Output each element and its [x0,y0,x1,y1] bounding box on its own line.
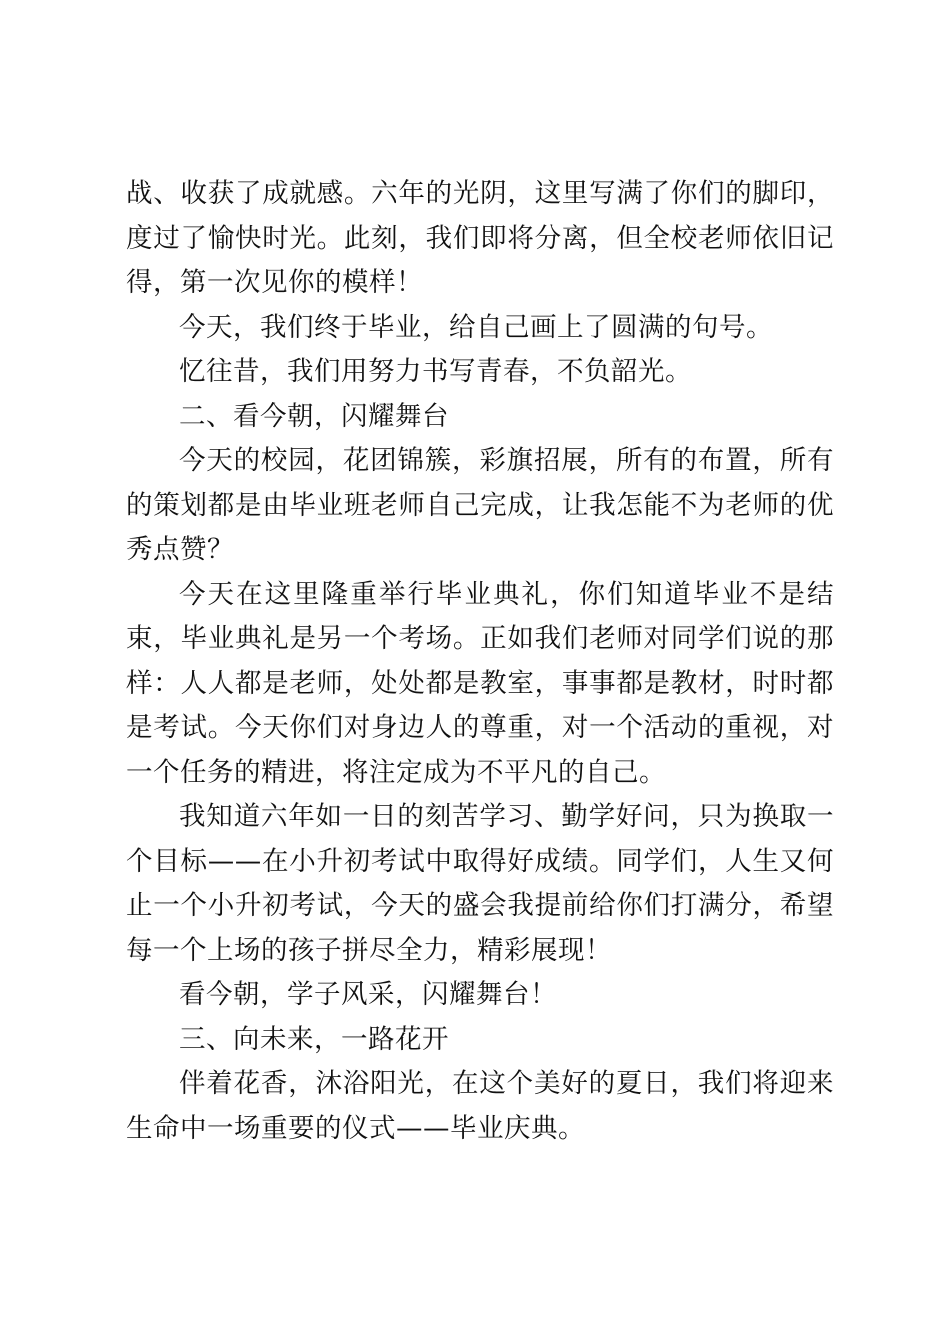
paragraph: 今天的校园，花团锦簇，彩旗招展，所有的布置，所有的策划都是由毕业班老师自己完成，让我怎能不为老师的优秀点赞？ [126,445,834,565]
paragraph: 今天在这里隆重举行毕业典礼，你们知道毕业不是结束，毕业典礼是另一个考场。正如我们老师对同学们说的那样：人人都是老师，处处都是教室，事事都是教材，时时都是考试。今天你们对身边人的尊重，对一个活动的重视，对一个任务的精进，将注定成为不平凡的自己。 [126,578,834,788]
paragraph-continuation: 战、收获了成就感。六年的光阴，这里写满了你们的脚印，度过了愉快时光。此刻，我们即将分离，但全校老师依旧记得，第一次见你的模样！ [126,178,834,298]
paragraph: 忆往昔，我们用努力书写青春，不负韶光。 [179,356,692,387]
paragraph: 看今朝，学子风采，闪耀舞台！ [179,979,557,1010]
paragraph: 伴着花香，沐浴阳光，在这个美好的夏日，我们将迎来生命中一场重要的仪式——毕业庆典。 [126,1068,834,1144]
paragraph: 今天，我们终于毕业，给自己画上了圆满的句号。 [179,311,773,343]
paragraph: 我知道六年如一日的刻苦学习、勤学好问，只为换取一个目标——在小升初考试中取得好成绩。同学们，人生又何止一个小升初考试，今天的盛会我提前给你们打满分，希望每一个上场的孩子拼尽全力，精彩展现！ [126,801,834,966]
section-heading-3: 三、向未来，一路花开 [179,1023,449,1055]
section-heading-2: 二、看今朝，闪耀舞台 [179,400,449,432]
document-body [126,172,834,1151]
